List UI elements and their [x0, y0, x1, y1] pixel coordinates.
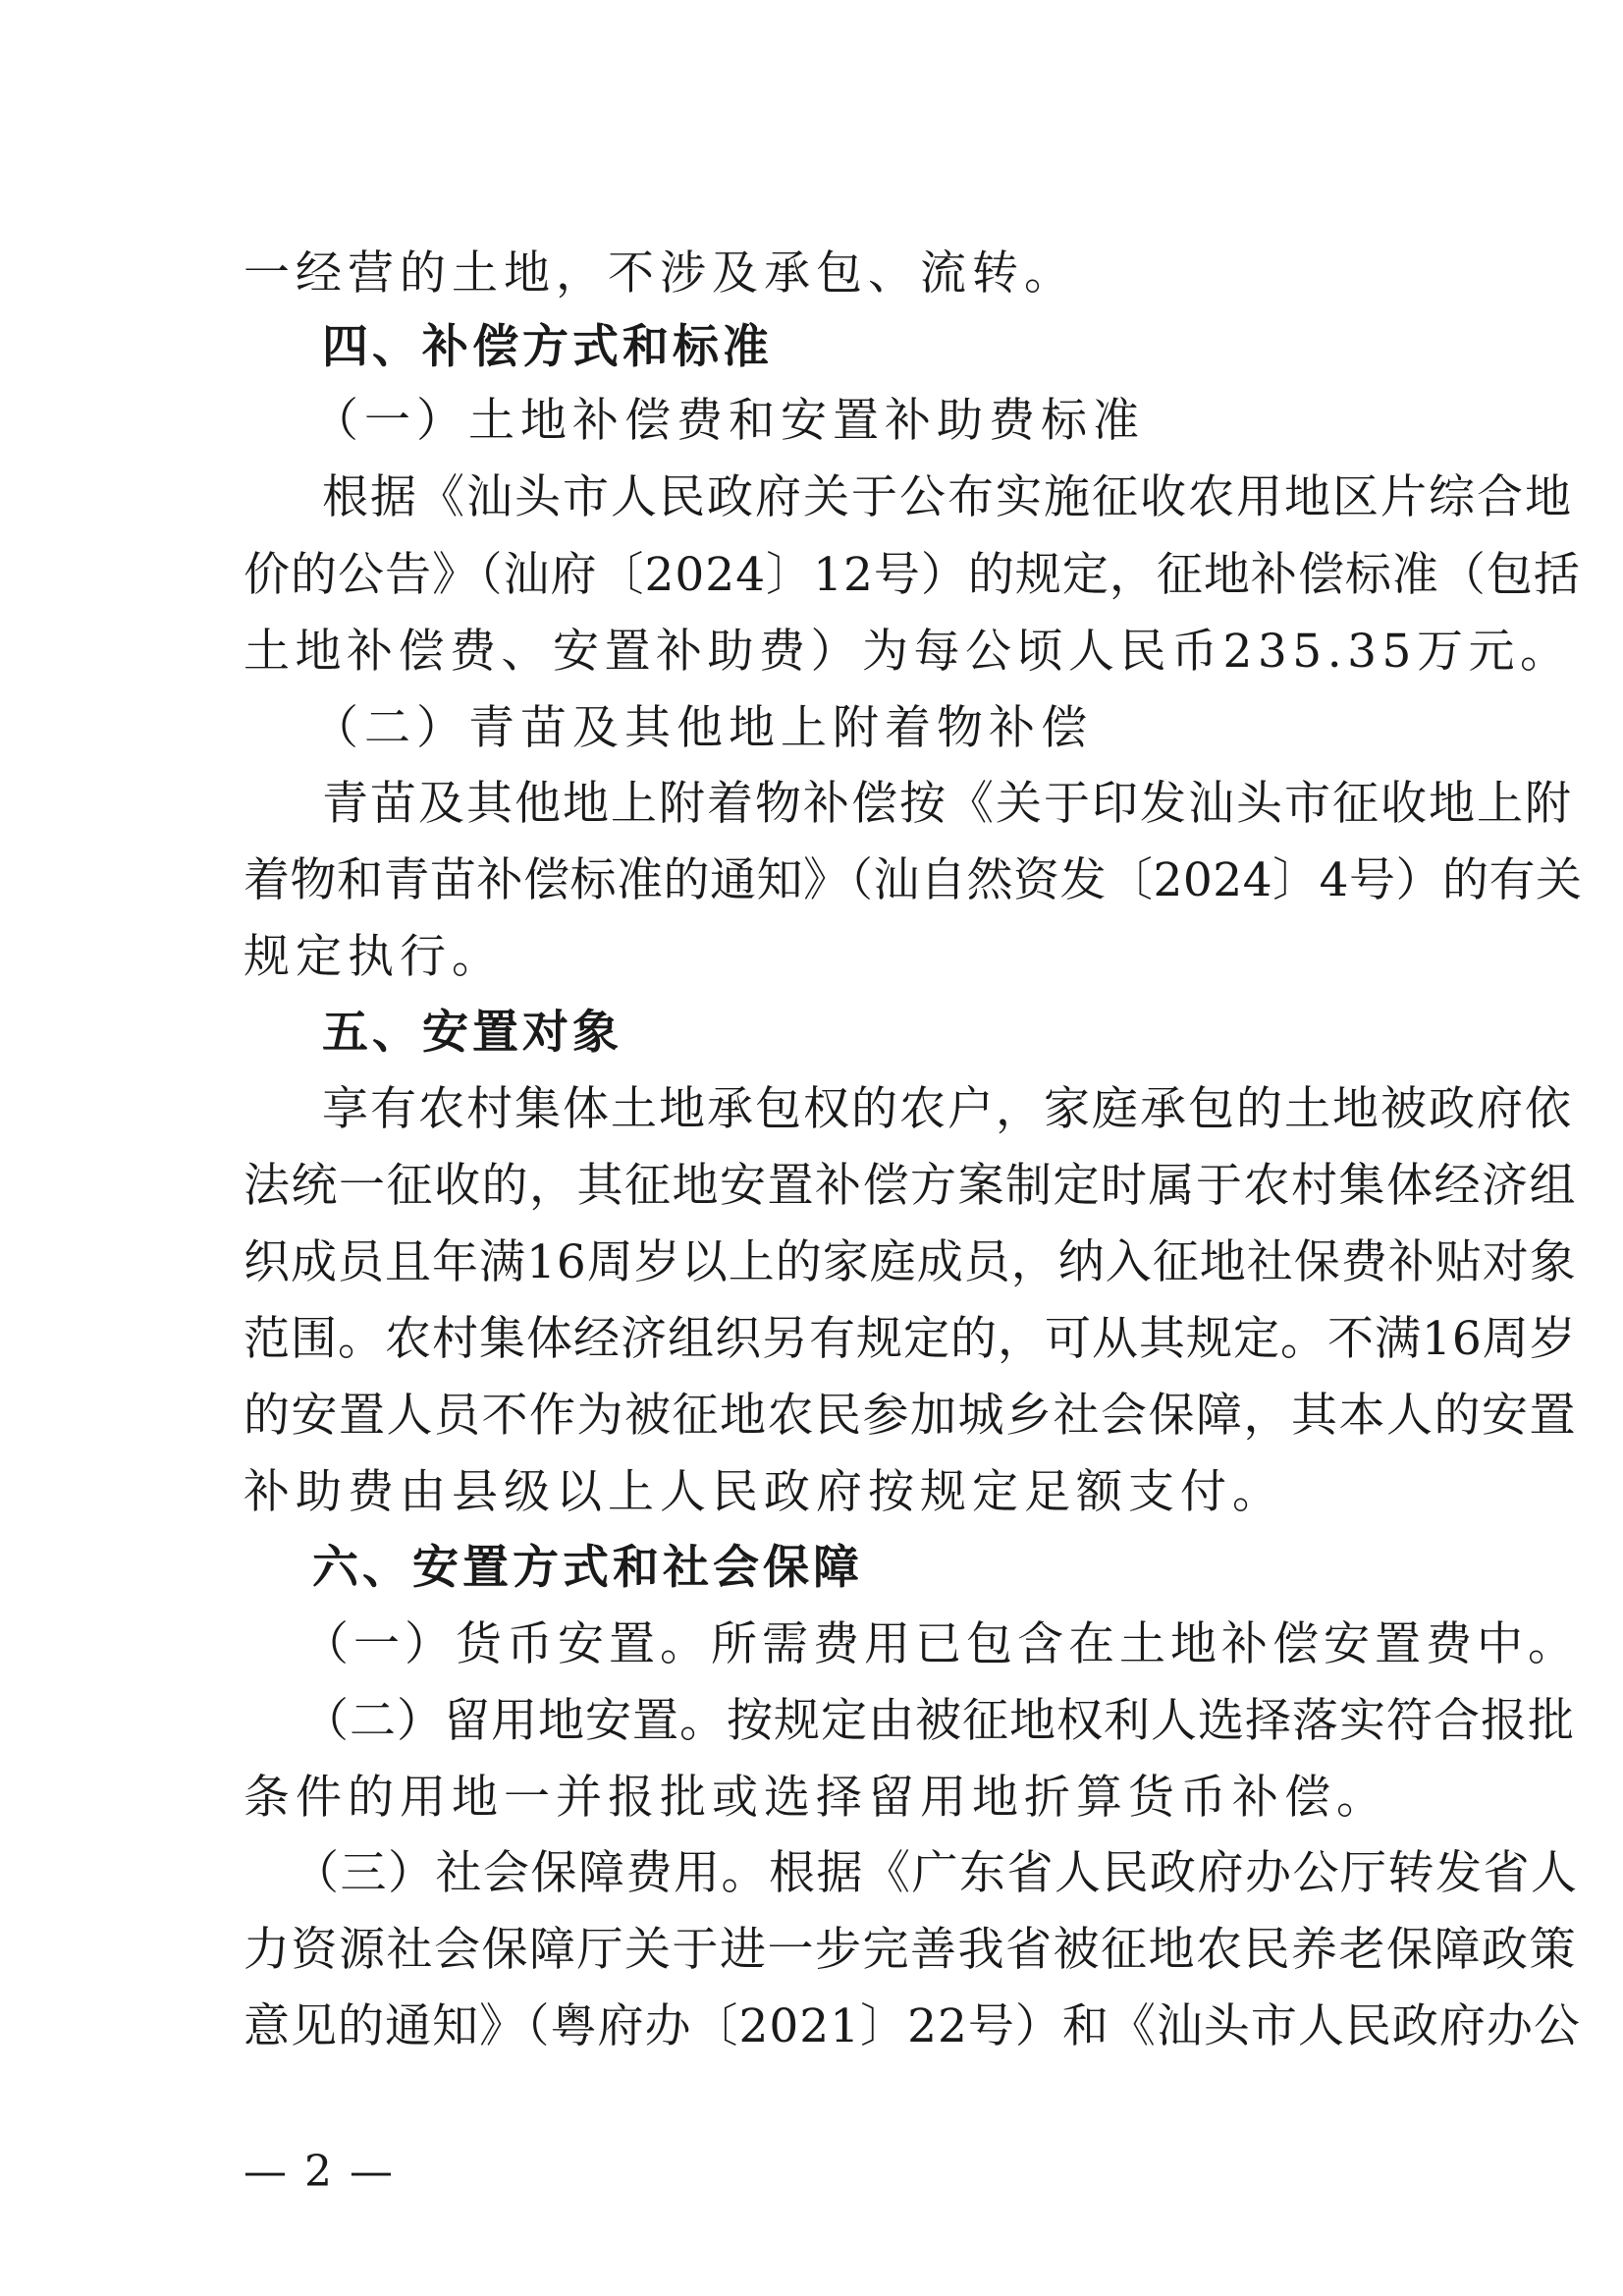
body-line: 规定执行。 [243, 930, 504, 984]
body-line: 条件的用地一并报批或选择留用地折算货币补偿。 [243, 1771, 1388, 1825]
body-line: （三）社会保障费用。根据《广东省人民政府办公厅转发省人 [293, 1846, 1579, 1900]
section-heading-6: 六、安置方式和社会保障 [312, 1541, 863, 1595]
body-line: 的安置人员不作为被征地农民参加城乡社会保障，其本人的安置 [243, 1389, 1577, 1443]
page-number: — 2 — [243, 2147, 395, 2197]
body-line: 青苗及其他地上附着物补偿按《关于印发汕头市征收地上附 [322, 777, 1573, 831]
subsection-heading: （一）土地补偿费和安置补助费标准 [312, 394, 1145, 448]
body-line: 土地补偿费、安置补助费）为每公顷人民币235.35万元。 [243, 625, 1572, 679]
body-line: 补助费由县级以上人民政府按规定足额支付。 [243, 1465, 1284, 1519]
body-line: 根据《汕头市人民政府关于公布实施征收农用地区片综合地 [322, 470, 1573, 524]
body-line: 价的公告》（汕府〔2024〕12号）的规定，征地补偿标准（包括 [243, 548, 1581, 602]
body-line: 着物和青苗补偿标准的通知》（汕自然资发〔2024〕4号）的有关 [243, 853, 1583, 907]
body-line: （二）留用地安置。按规定由被征地权利人选择落实符合报批 [302, 1694, 1575, 1748]
body-line: （一）货币安置。所需费用已包含在土地补偿安置费中。 [302, 1617, 1579, 1671]
subsection-heading: （二）青苗及其他地上附着物补偿 [312, 701, 1093, 755]
section-heading-4: 四、补偿方式和标准 [322, 320, 773, 374]
section-heading-5: 五、安置对象 [322, 1006, 622, 1060]
body-line: 范围。农村集体经济组织另有规定的，可从其规定。不满16周岁 [243, 1312, 1577, 1366]
body-line: 一经营的土地，不涉及承包、流转。 [243, 246, 1076, 301]
body-line: 享有农村集体土地承包权的农户，家庭承包的土地被政府依 [322, 1082, 1573, 1136]
body-line: 意见的通知》（粤府办〔2021〕22号）和《汕头市人民政府办公 [243, 1999, 1581, 2053]
body-line: 织成员且年满16周岁以上的家庭成员，纳入征地社保费补贴对象 [243, 1235, 1577, 1289]
body-line: 力资源社会保障厅关于进一步完善我省被征地农民养老保障政策 [243, 1923, 1577, 1977]
body-line: 法统一征收的，其征地安置补偿方案制定时属于农村集体经济组 [243, 1159, 1577, 1213]
